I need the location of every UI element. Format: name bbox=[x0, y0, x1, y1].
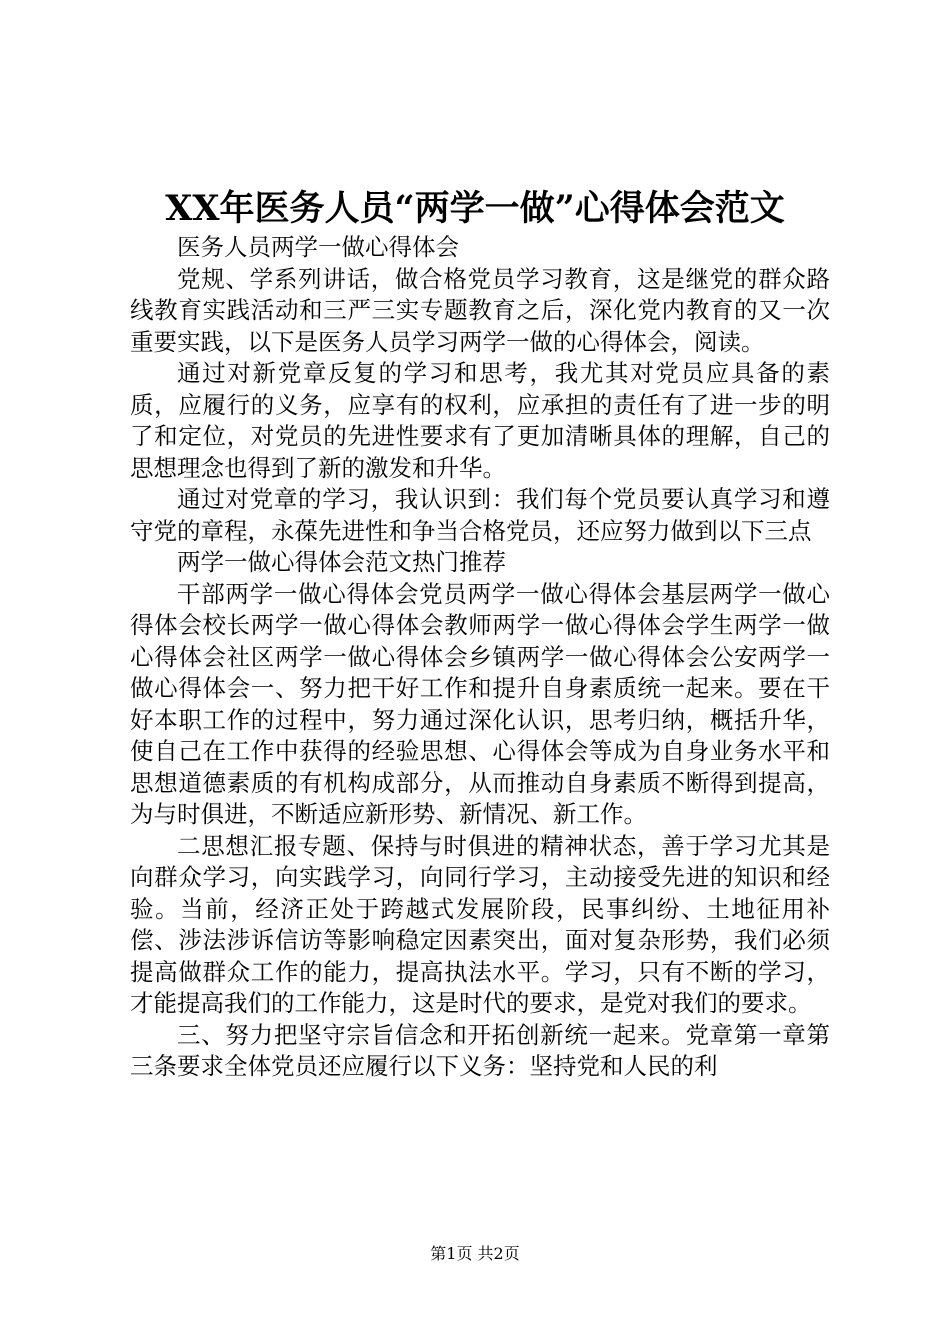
paragraph-point-three: 三、努力把坚守宗旨信念和开拓创新统一起来。党章第一章第三条要求全体党员还应履行以下义务：坚持党和人民的利 bbox=[130, 1020, 830, 1080]
page-number-footer: 第1页 共2页 bbox=[430, 1244, 520, 1263]
paragraph-subtitle: 医务人员两学一做心得体会 bbox=[177, 233, 459, 261]
document-body bbox=[130, 232, 830, 1083]
paragraph-party-constitution: 通过对新党章反复的学习和思考，我尤其对党员应具备的素质，应履行的义务，应享有的权利，应承担的责任有了进一步的明了和定位，对党员的先进性要求有了更加清晰具体的理解，自己的思想理念也得到了新的激发和升华。 bbox=[130, 359, 830, 482]
paragraph-recommend-heading: 两学一做心得体会范文热门推荐 bbox=[177, 548, 506, 576]
document-title: XX年医务人员“两学一做”心得体会范文 bbox=[165, 188, 785, 229]
paragraph-point-one: 干部两学一做心得体会党员两学一做心得体会基层两学一做心得体会校长两学一做心得体会教师两学一做心得体会学生两学一做心得体会社区两学一做心得体会乡镇两学一做心得体会公安两学一做心得体会一、努力把干好工作和提升自身素质统一起来。要在干好本职工作的过程中，努力通过深化认识，思考归纳，概括升华，使自己在工作中获得的经验思想、心得体会等成为自身业务水平和思想道德素质的有机构成部分，从而推动自身素质不断得到提高，为与时俱进，不断适应新形势、新情况、新工作。 bbox=[130, 579, 830, 828]
paragraph-three-points: 通过对党章的学习，我认识到：我们每个党员要认真学习和遵守党的章程，永葆先进性和争当合格党员，还应努力做到以下三点 bbox=[130, 485, 830, 545]
paragraph-point-two: 二思想汇报专题、保持与时俱进的精神状态，善于学习尤其是向群众学习，向实践学习，向同行学习，主动接受先进的知识和经验。当前，经济正处于跨越式发展阶段，民事纠纷、土地征用补偿、涉法涉诉信访等影响稳定因素突出，面对复杂形势，我们必须提高做群众工作的能力，提高执法水平。学习，只有不断的学习，才能提高我们的工作能力，这是时代的要求，是党对我们的要求。 bbox=[130, 831, 830, 1017]
paragraph-intro: 党规、学系列讲话，做合格党员学习教育，这是继党的群众路线教育实践活动和三严三实专题教育之后，深化党内教育的又一次重要实践，以下是医务人员学习两学一做的心得体会，阅读。 bbox=[130, 264, 830, 356]
